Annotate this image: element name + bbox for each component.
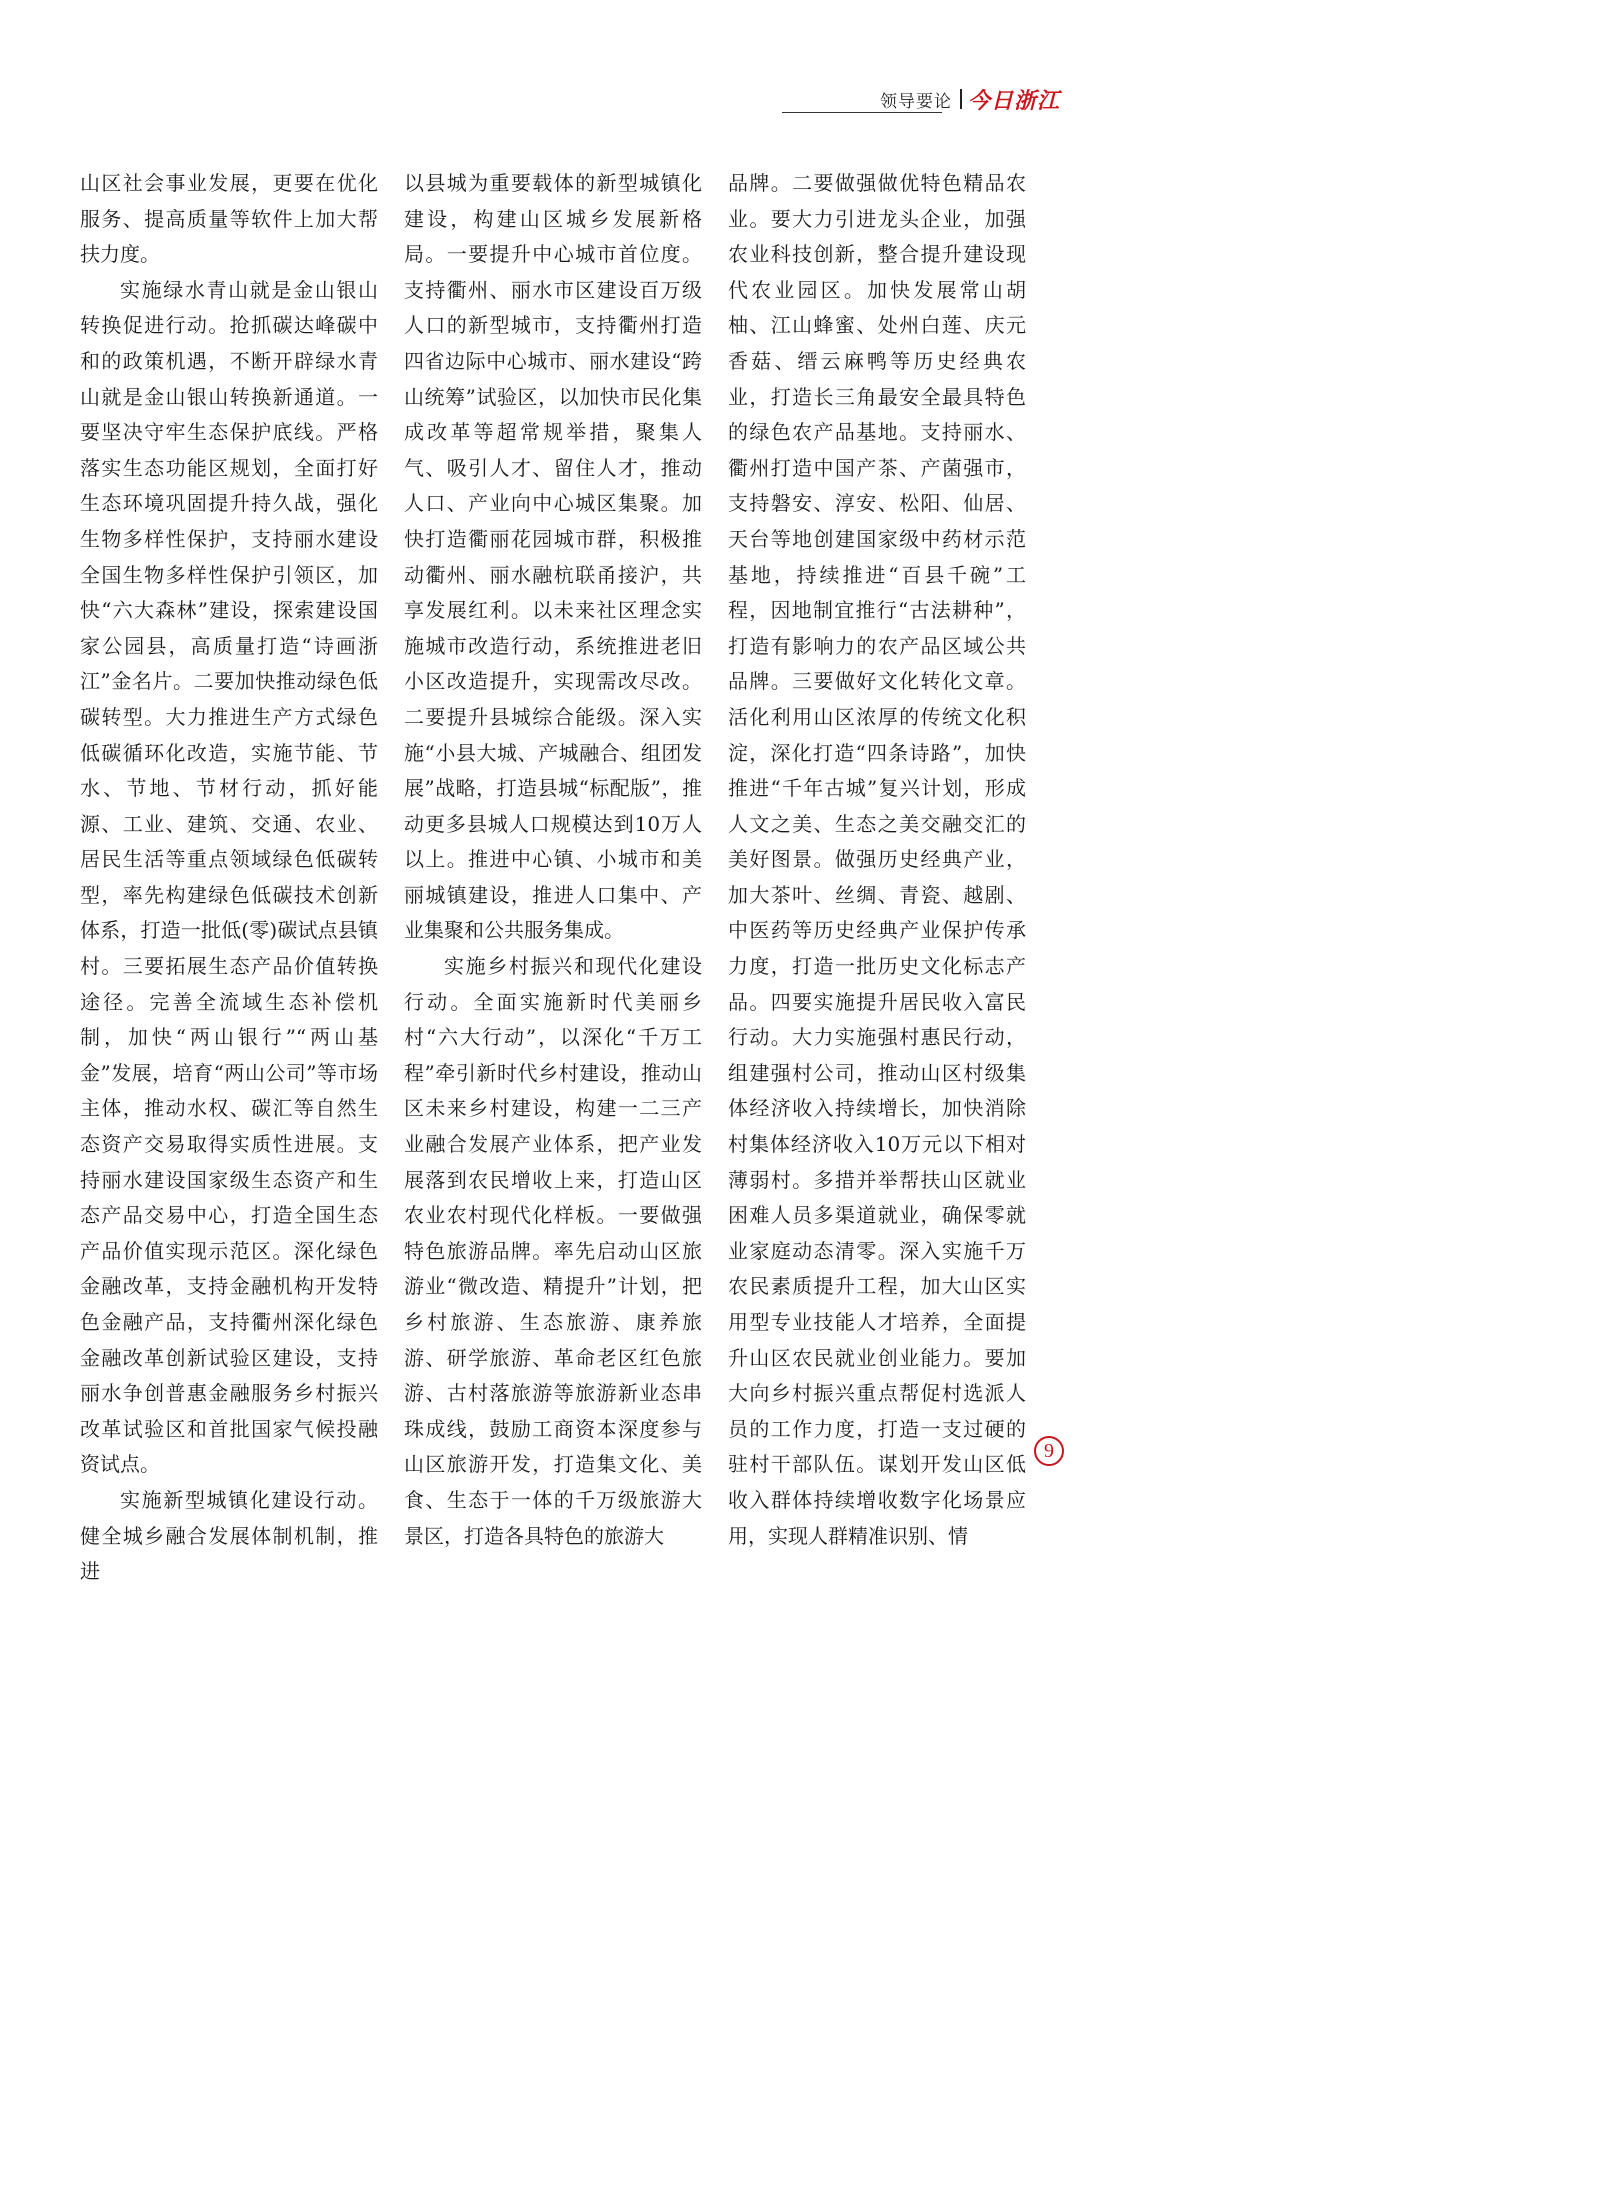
magazine-logo: 今日浙江 [967,87,1060,114]
paragraph: 实施绿水青山就是金山银山转换促进行动。抢抓碳达峰碳中和的政策机遇，不断开辟绿水青山就是金山银山转换新通道。一要坚决守牢生态保护底线。严格落实生态功能区规划，全面打好生态环境巩固提升持久战，强化生物多样性保护，支持丽水建设全国生物多样性保护引领区，加快“六大森林”建设，探索建设国家公园县，高质量打造“诗画浙江”金名片。二要加快推动绿色低碳转型。大力推进生产方式绿色低碳循环化改造，实施节能、节水、节地、节材行动，抓好能源、工业、建筑、交通、农业、居民生活等重点领域绿色低碳转型，率先构建绿色低碳技术创新体系，打造一批低(零)碳试点县镇村。三要拓展生态产品价值转换途径。完善全流域生态补偿机制，加快“两山银行”“两山基金”发展，培育“两山公司”等市场主体，推动水权、碳汇等自然生态资产交易取得实质性进展。支持丽水建设国家级生态资产和生态产品交易中心，打造全国生态产品价值实现示范区。深化绿色金融改革，支持金融机构开发特色金融产品，支持衢州深化绿色金融改革创新试验区建设，支持丽水争创普惠金融服务乡村振兴改革试验区和首批国家气候投融资试点。 [80,277,378,1477]
paragraph: 以县城为重要载体的新型城镇化建设，构建山区城乡发展新格局。一要提升中心城市首位度。支持衢州、丽水市区建设百万级人口的新型城市，支持衢州打造四省边际中心城市、丽水建设“跨山统筹”试验区，以加快市民化集成改革等超常规举措，聚集人气、吸引人才、留住人才，推动人口、产业向中心城区集聚。加快打造衢丽花园城市群，积极推动衢州、丽水融杭联甬接沪，共享发展红利。以未来社区理念实施城市改造行动，系统推进老旧小区改造提升，实现需改尽改。二要提升县城综合能级。深入实施“小县大城、产城融合、组团发展”战略，打造县城“标配版”，推动更多县城人口规模达到10万人以上。推进中心镇、小城市和美丽城镇建设，推进人口集中、产业集聚和公共服务集成。 [404,171,702,943]
text-column-1 [80,166,378,1590]
paragraph: 山区社会事业发展，更要在优化服务、提高质量等软件上加大帮扶力度。 [80,171,378,267]
paragraph: 实施乡村振兴和现代化建设行动。全面实施新时代美丽乡村“六大行动”，以深化“千万工程”牵引新时代乡村建设，推动山区未来乡村建设，构建一二三产业融合发展产业体系，把产业发展落到农民增收上来，打造山区农业农村现代化样板。一要做强特色旅游品牌。率先启动山区旅游业“微改造、精提升”计划，把乡村旅游、生态旅游、康养旅游、研学旅游、革命老区红色旅游、古村落旅游等旅游新业态串珠成线，鼓励工商资本深度参与山区旅游开发，打造集文化、美食、生态于一体的千万级旅游大景区，打造各具特色的旅游大 [404,954,702,1548]
text-column-3 [728,166,1026,1554]
header-underline [782,112,942,113]
text-column-2 [404,166,702,1554]
header-divider [960,89,962,109]
page-header [880,84,1060,114]
section-title: 领导要论 [879,91,952,111]
page-number: 9 [1034,1436,1064,1466]
paragraph: 实施新型城镇化建设行动。健全城乡融合发展体制机制，推进 [80,1487,378,1584]
paragraph: 品牌。二要做强做优特色精品农业。要大力引进龙头企业，加强农业科技创新，整合提升建设现代农业园区。加快发展常山胡柚、江山蜂蜜、处州白莲、庆元香菇、缙云麻鸭等历史经典农业，打造长三角最安全最具特色的绿色农产品基地。支持丽水、衢州打造中国产茶、产菌强市，支持磐安、淳安、松阳、仙居、天台等地创建国家级中药材示范基地，持续推进“百县千碗”工程，因地制宜推行“古法耕种”，打造有影响力的农产品区域公共品牌。三要做好文化转化文章。活化利用山区浓厚的传统文化积淀，深化打造“四条诗路”，加快推进“千年古城”复兴计划，形成人文之美、生态之美交融交汇的美好图景。做强历史经典产业，加大茶叶、丝绸、青瓷、越剧、中医药等历史经典产业保护传承力度，打造一批历史文化标志产品。四要实施提升居民收入富民行动。大力实施强村惠民行动，组建强村公司，推动山区村级集体经济收入持续增长，加快消除村集体经济收入10万元以下相对薄弱村。多措并举帮扶山区就业困难人员多渠道就业，确保零就业家庭动态清零。深入实施千万农民素质提升工程，加大山区实用型专业技能人才培养，全面提升山区农民就业创业能力。要加大向乡村振兴重点帮促村选派人员的工作力度，打造一支过硬的驻村干部队伍。谋划开发山区低收入群体持续增收数字化场景应用，实现人群精准识别、情 [728,171,1026,1548]
